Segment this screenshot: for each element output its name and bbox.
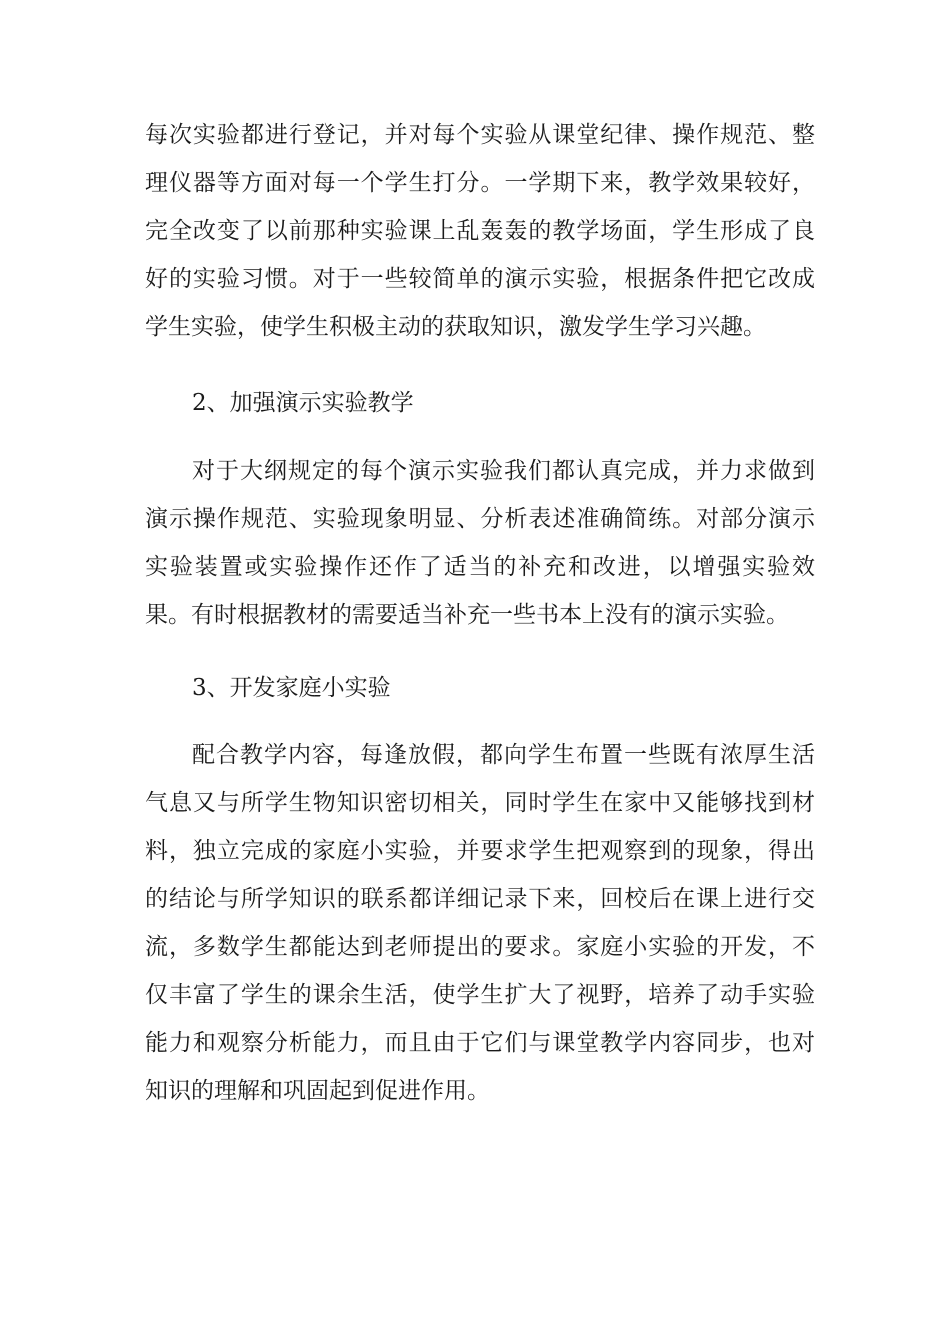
paragraph-1 — [145, 111, 815, 351]
paragraph-line: 的结论与所学知识的联系都详细记录下来，回校后在课上进行交 — [145, 886, 815, 912]
paragraph-line: 学生实验，使学生积极主动的获取知识，激发学生学习兴趣。 — [145, 314, 766, 340]
section-heading-3: 3、开发家庭小实验 — [192, 675, 391, 701]
paragraph-line: 气息又与所学生物知识密切相关，同时学生在家中又能够找到材 — [145, 790, 815, 816]
paragraph-line: 演示操作规范、实验现象明显、分析表述准确简练。对部分演示 — [145, 506, 815, 532]
paragraph-2 — [145, 447, 815, 639]
paragraph-line: 能力和观察分析能力，而且由于它们与课堂教学内容同步，也对 — [145, 1030, 815, 1056]
paragraph-line: 流，多数学生都能达到老师提出的要求。家庭小实验的开发，不 — [145, 934, 815, 960]
paragraph-line: 仅丰富了学生的课余生活，使学生扩大了视野，培养了动手实验 — [145, 982, 815, 1008]
paragraph-line: 理仪器等方面对每一个学生打分。一学期下来，教学效果较好， — [145, 170, 815, 196]
paragraph-line: 好的实验习惯。对于一些较简单的演示实验，根据条件把它改成 — [145, 266, 815, 292]
paragraph-line: 知识的理解和巩固起到促进作用。 — [145, 1078, 490, 1104]
paragraph-line: 完全改变了以前那种实验课上乱轰轰的教学场面，学生形成了良 — [145, 218, 815, 244]
paragraph-line: 果。有时根据教材的需要适当补充一些书本上没有的演示实验。 — [145, 602, 789, 628]
paragraph-3 — [145, 731, 815, 1115]
paragraph-line: 料，独立完成的家庭小实验，并要求学生把观察到的现象，得出 — [145, 838, 815, 864]
paragraph-line: 实验装置或实验操作还作了适当的补充和改进，以增强实验效 — [145, 554, 815, 580]
paragraph-line: 对于大纲规定的每个演示实验我们都认真完成，并力求做到 — [192, 458, 815, 484]
paragraph-line: 配合教学内容，每逢放假，都向学生布置一些既有浓厚生活 — [192, 742, 815, 768]
paragraph-line: 每次实验都进行登记，并对每个实验从课堂纪律、操作规范、整 — [145, 122, 815, 148]
section-heading-2: 2、加强演示实验教学 — [192, 390, 414, 416]
